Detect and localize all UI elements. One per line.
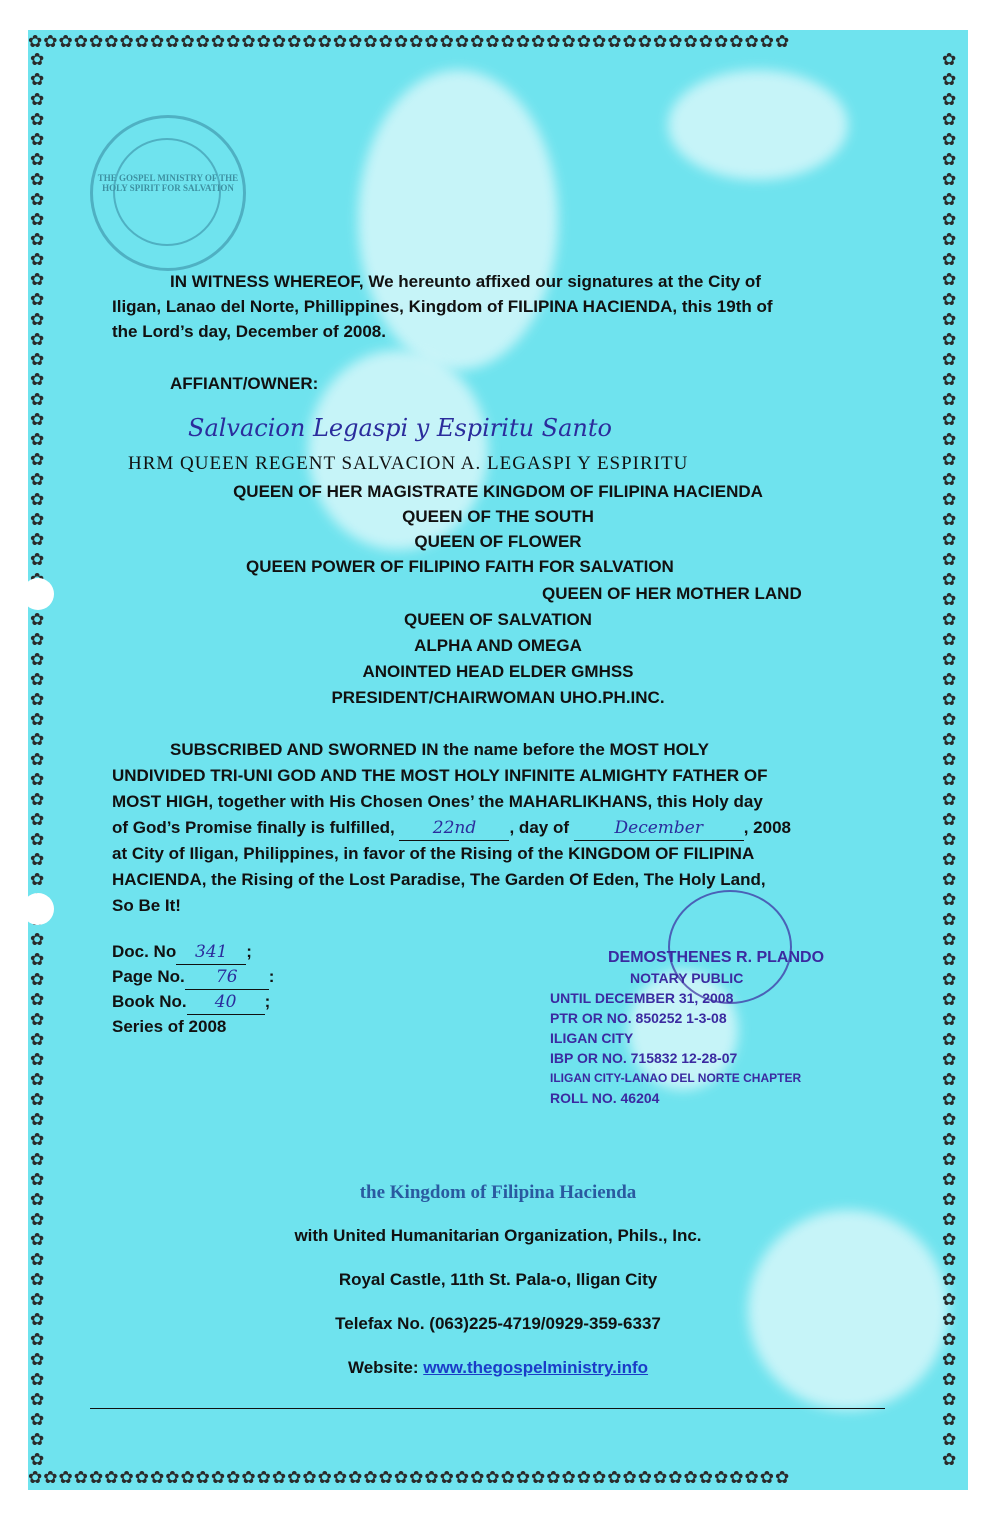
decorative-border-top: ✿✿✿✿✿✿✿✿✿✿✿✿✿✿✿✿✿✿✿✿✿✿✿✿✿✿✿✿✿✿✿✿✿✿✿✿✿✿✿✿✿✿✿✿✿✿✿✿✿✿ (28, 32, 791, 51)
subscribed-line-1: SUBSCRIBED AND SWORNED IN the name before the MOST HOLY (170, 740, 710, 759)
subscribed-line-5: at City of Iligan, Philippines, in favor of the Rising of the KINGDOM OF FILIPINA (112, 844, 755, 863)
page-label: Page No. (112, 967, 185, 986)
footer-organization: with United Humanitarian Organization, Phils., Inc. (294, 1226, 702, 1245)
notary-stamp (538, 948, 824, 1108)
doc-value: 341 (176, 941, 246, 965)
title-line: QUEEN OF HER MAGISTRATE KINGDOM OF FILIPINA HACIENDA (233, 482, 763, 501)
website-label: Website: (347, 1358, 419, 1377)
title-line: ALPHA AND OMEGA (414, 636, 582, 655)
subscribed-line-2: UNDIVIDED TRI-UNI GOD AND THE MOST HOLY INFINITE ALMIGHTY FATHER OF (112, 766, 768, 785)
footer-address: Royal Castle, 11th St. Pala-o, Iligan City (338, 1270, 658, 1289)
stamp-line: ILIGAN CITY (550, 1030, 634, 1046)
decorative-border-right: ✿✿✿✿✿✿✿✿✿✿✿✿✿✿✿✿✿✿✿✿✿✿✿✿✿✿✿✿✿✿✿✿✿✿✿✿✿✿✿✿✿✿✿✿✿✿✿✿✿✿✿✿✿✿✿✿✿✿✿✿✿✿✿✿✿✿✿✿✿✿✿ (942, 50, 957, 1469)
witness-line-2: Iligan, Lanao del Norte, Phillippines, Kingdom of FILIPINA HACIENDA, this 19th of (112, 297, 773, 316)
page-value: 76 (185, 966, 269, 990)
affiant-label: AFFIANT/OWNER: (170, 374, 319, 393)
year-text: , 2008 (743, 818, 791, 837)
series-line: Series of 2008 (112, 1017, 227, 1036)
punch-hole (22, 578, 54, 610)
title-line: PRESIDENT/CHAIRWOMAN UHO.PH.INC. (331, 688, 665, 707)
title-line: QUEEN OF HER MOTHER LAND (542, 584, 802, 603)
stamp-line: ROLL NO. 46204 (550, 1090, 660, 1106)
witness-line-3: the Lord’s day, December of 2008. (112, 322, 386, 341)
witness-line-1: IN WITNESS WHEREOF, We hereunto affixed our signatures at the City of (170, 272, 761, 291)
doc-label: Doc. No (112, 942, 177, 961)
background-blotch (668, 70, 848, 180)
book-value: 40 (187, 991, 265, 1015)
book-label: Book No. (112, 992, 187, 1011)
subscribed-line-3: MOST HIGH, together with His Chosen Ones’ the MAHARLIKHANS, this Holy day (112, 792, 763, 811)
background-blotch (358, 70, 558, 370)
subscribed-line-4 (112, 816, 791, 841)
stamp-line: ILIGAN CITY-LANAO DEL NORTE CHAPTER (550, 1071, 802, 1085)
ministry-seal (90, 115, 246, 271)
footer-telefax: Telefax No. (063)225-4719/0929-359-6337 (335, 1314, 661, 1333)
title-line: QUEEN OF THE SOUTH (402, 507, 594, 526)
subscribed-line-7: So Be It! (112, 896, 181, 915)
stamp-line: DEMOSTHENES R. PLANDO (608, 949, 825, 966)
seal-text: THE GOSPEL MINISTRY OF THE HOLY SPIRIT FOR SALVATION (97, 173, 239, 193)
day-of-text: , day of (509, 818, 569, 837)
stamp-line: PTR OR NO. 850252 1-3-08 (550, 1010, 727, 1026)
title-line: QUEEN POWER OF FILIPINO FAITH FOR SALVATION (246, 557, 674, 576)
page-number-line: Page No. 76 : (112, 965, 274, 990)
subscribed-line-6: HACIENDA, the Rising of the Lost Paradise, The Garden Of Eden, The Holy Land, (112, 870, 766, 889)
stamp-line: NOTARY PUBLIC (630, 970, 744, 986)
promise-text: of God’s Promise finally is fulfilled, (112, 818, 395, 837)
month-blank: December (574, 817, 744, 841)
handwritten-signature: Salvacion Legaspi y Espiritu Santo (188, 414, 612, 442)
day-blank: 22nd (399, 817, 509, 841)
punch-hole (22, 893, 54, 925)
title-line: QUEEN OF SALVATION (404, 610, 592, 629)
book-number-line: Book No. 40 ; (112, 990, 270, 1015)
kingdom-heading: the Kingdom of Filipina Hacienda (359, 1182, 637, 1203)
doc-number-line: Doc. No 341 ; (112, 940, 252, 965)
stamp-line: IBP OR NO. 715832 12-28-07 (550, 1050, 738, 1066)
footer-divider (90, 1408, 885, 1409)
stamp-line: UNTIL DECEMBER 31, 2008 (550, 990, 734, 1006)
decorative-border-bottom: ✿✿✿✿✿✿✿✿✿✿✿✿✿✿✿✿✿✿✿✿✿✿✿✿✿✿✿✿✿✿✿✿✿✿✿✿✿✿✿✿✿✿✿✿✿✿✿✿✿✿ (28, 1468, 791, 1487)
queen-name-line: HRM QUEEN REGENT SALVACION A. LEGASPI Y ESPIRITU (128, 453, 689, 474)
certificate-sheet (28, 30, 968, 1490)
title-line: ANOINTED HEAD ELDER GMHSS (362, 662, 634, 681)
footer-website (28, 1358, 968, 1378)
title-line: QUEEN OF FLOWER (414, 532, 582, 551)
website-link[interactable]: www.thegospelministry.info (423, 1358, 649, 1377)
decorative-border-left: ✿✿✿✿✿✿✿✿✿✿✿✿✿✿✿✿✿✿✿✿✿✿✿✿✿✿ ✿✿✿✿✿✿✿✿✿✿✿✿✿✿ ✿✿✿✿✿✿✿✿✿✿✿✿✿✿✿✿✿✿✿✿✿✿✿✿✿✿✿ (30, 50, 45, 1469)
